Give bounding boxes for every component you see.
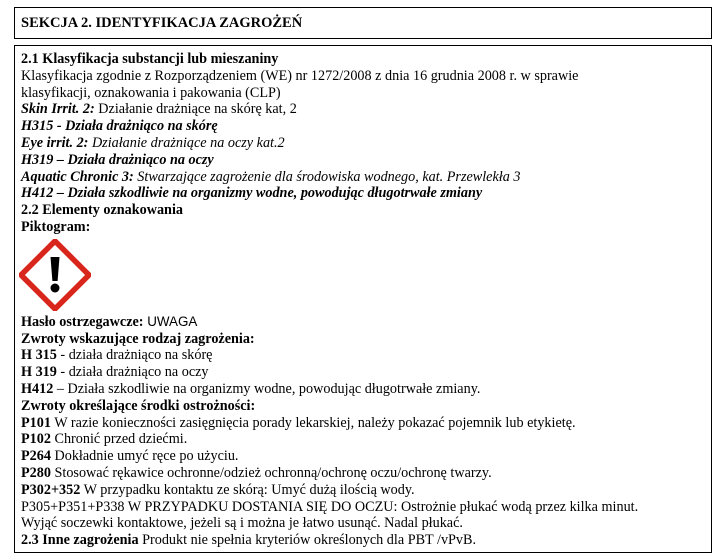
eye-irrit-line [21, 135, 705, 152]
hazard-code: H412 [21, 380, 54, 397]
precaution-text: W razie konieczności zasięgnięcia porady lekarskiej, należy pokazać pojemnik lub etykietę. [50, 414, 576, 431]
precaution-code: P101 [21, 414, 51, 431]
skin-irrit-text: Działanie drażniące na skórę kat, 2 [94, 101, 297, 118]
hazard-code: H 319 [21, 364, 57, 381]
aquatic-chronic-code: Aquatic Chronic 3: [21, 168, 134, 185]
classification-text-line-2: klasyfikacji, oznakowania i pakowania (CLP) [21, 84, 281, 101]
precaution-code: P102 [21, 431, 51, 448]
hazard-statements-heading: Zwroty wskazujące rodzaj zagrożenia: [21, 330, 255, 347]
precautionary-statement [21, 415, 705, 432]
precaution-code: P264 [21, 448, 51, 465]
precautionary-statements-heading: Zwroty określające środki ostrożności: [21, 397, 256, 414]
precaution-text: Dokładnie umyć ręce po użyciu. [50, 448, 239, 465]
precaution-code: P280 [21, 464, 51, 481]
subsection-2-1-heading: 2.1 Klasyfikacja substancji lub mieszaniny [21, 51, 279, 67]
signal-word-label: Hasło ostrzegawcze: [21, 313, 144, 330]
signal-word-value: UWAGA [143, 313, 198, 329]
p305-statement-line-1: P305+P351+P338 W PRZYPADKU DOSTANIA SIĘ DO OCZU: Ostrożnie płukać wodą przez kilka minut. [21, 498, 639, 515]
eye-irrit-text: Działanie drażniące na oczy kat.2 [88, 134, 285, 151]
eye-irrit-code: Eye irrit. 2: [21, 134, 89, 151]
hazard-statement [21, 347, 705, 364]
h412-italic-line: H412 – Działa szkodliwie na organizmy wodne, powodując długotrwałe zmiany [21, 185, 483, 202]
subsection-2-3-line [21, 532, 705, 549]
classification-text-line-1: Klasyfikacja zgodnie z Rozporządzeniem (WE) nr 1272/2008 z dnia 16 grudnia 2008 r. w sprawie [21, 67, 579, 84]
hazard-statement [21, 381, 705, 398]
section-header [14, 7, 712, 39]
precautionary-statement [21, 482, 705, 499]
precaution-code: P302+352 [21, 481, 81, 498]
hazard-statement [21, 364, 705, 381]
section-body [14, 45, 712, 553]
hazard-text: - działa drażniąco na skórę [56, 347, 213, 364]
signal-word-line [21, 314, 705, 331]
h319-italic-line: H319 – Działa drażniąco na oczy [21, 151, 214, 168]
precautionary-statement [21, 448, 705, 465]
skin-irrit-line [21, 101, 705, 118]
pictogram-label: Piktogram: [21, 218, 91, 235]
document-page [14, 7, 712, 553]
exclamation-dot [51, 283, 60, 292]
section-title: SEKCJA 2. IDENTYFIKACJA ZAGROŻEŃ [21, 15, 303, 31]
subsection-2-2-heading: 2.2 Elementy oznakowania [21, 202, 183, 219]
precautionary-statement [21, 465, 705, 482]
h315-italic-line: H315 - Działa drażniąco na skórę [21, 118, 218, 135]
subsection-2-3-heading: 2.3 Inne zagrożenia [21, 532, 139, 549]
subsection-2-3-text: Produkt nie spełnia kryteriów określonych dla PBT /vPvB. [138, 532, 477, 549]
precautionary-statement [21, 431, 705, 448]
hazard-code: H 315 [21, 347, 57, 364]
exclamation-mark-hazard-icon [19, 239, 91, 311]
precaution-text: Chronić przed dziećmi. [50, 431, 188, 448]
p305-statement-line-2: Wyjąć soczewki kontaktowe, jeżeli są i można je łatwo usunąć. Nadal płukać. [21, 515, 463, 532]
aquatic-chronic-text: Stwarzające zagrożenie dla środowiska wodnego, kat. Przewlekła 3 [133, 168, 521, 185]
skin-irrit-code: Skin Irrit. 2: [21, 101, 95, 118]
hazard-text: - działa drażniąco na oczy [56, 364, 209, 381]
precaution-text: Stosować rękawice ochronne/odzież ochronną/ochronę oczu/ochronę twarzy. [50, 464, 492, 481]
hazard-text: – Działa szkodliwie na organizmy wodne, powodując długotrwałe zmiany. [53, 380, 481, 397]
aquatic-chronic-line [21, 169, 705, 186]
precaution-text: W przypadku kontaktu ze skórą: Umyć dużą ilością wody. [80, 481, 415, 498]
